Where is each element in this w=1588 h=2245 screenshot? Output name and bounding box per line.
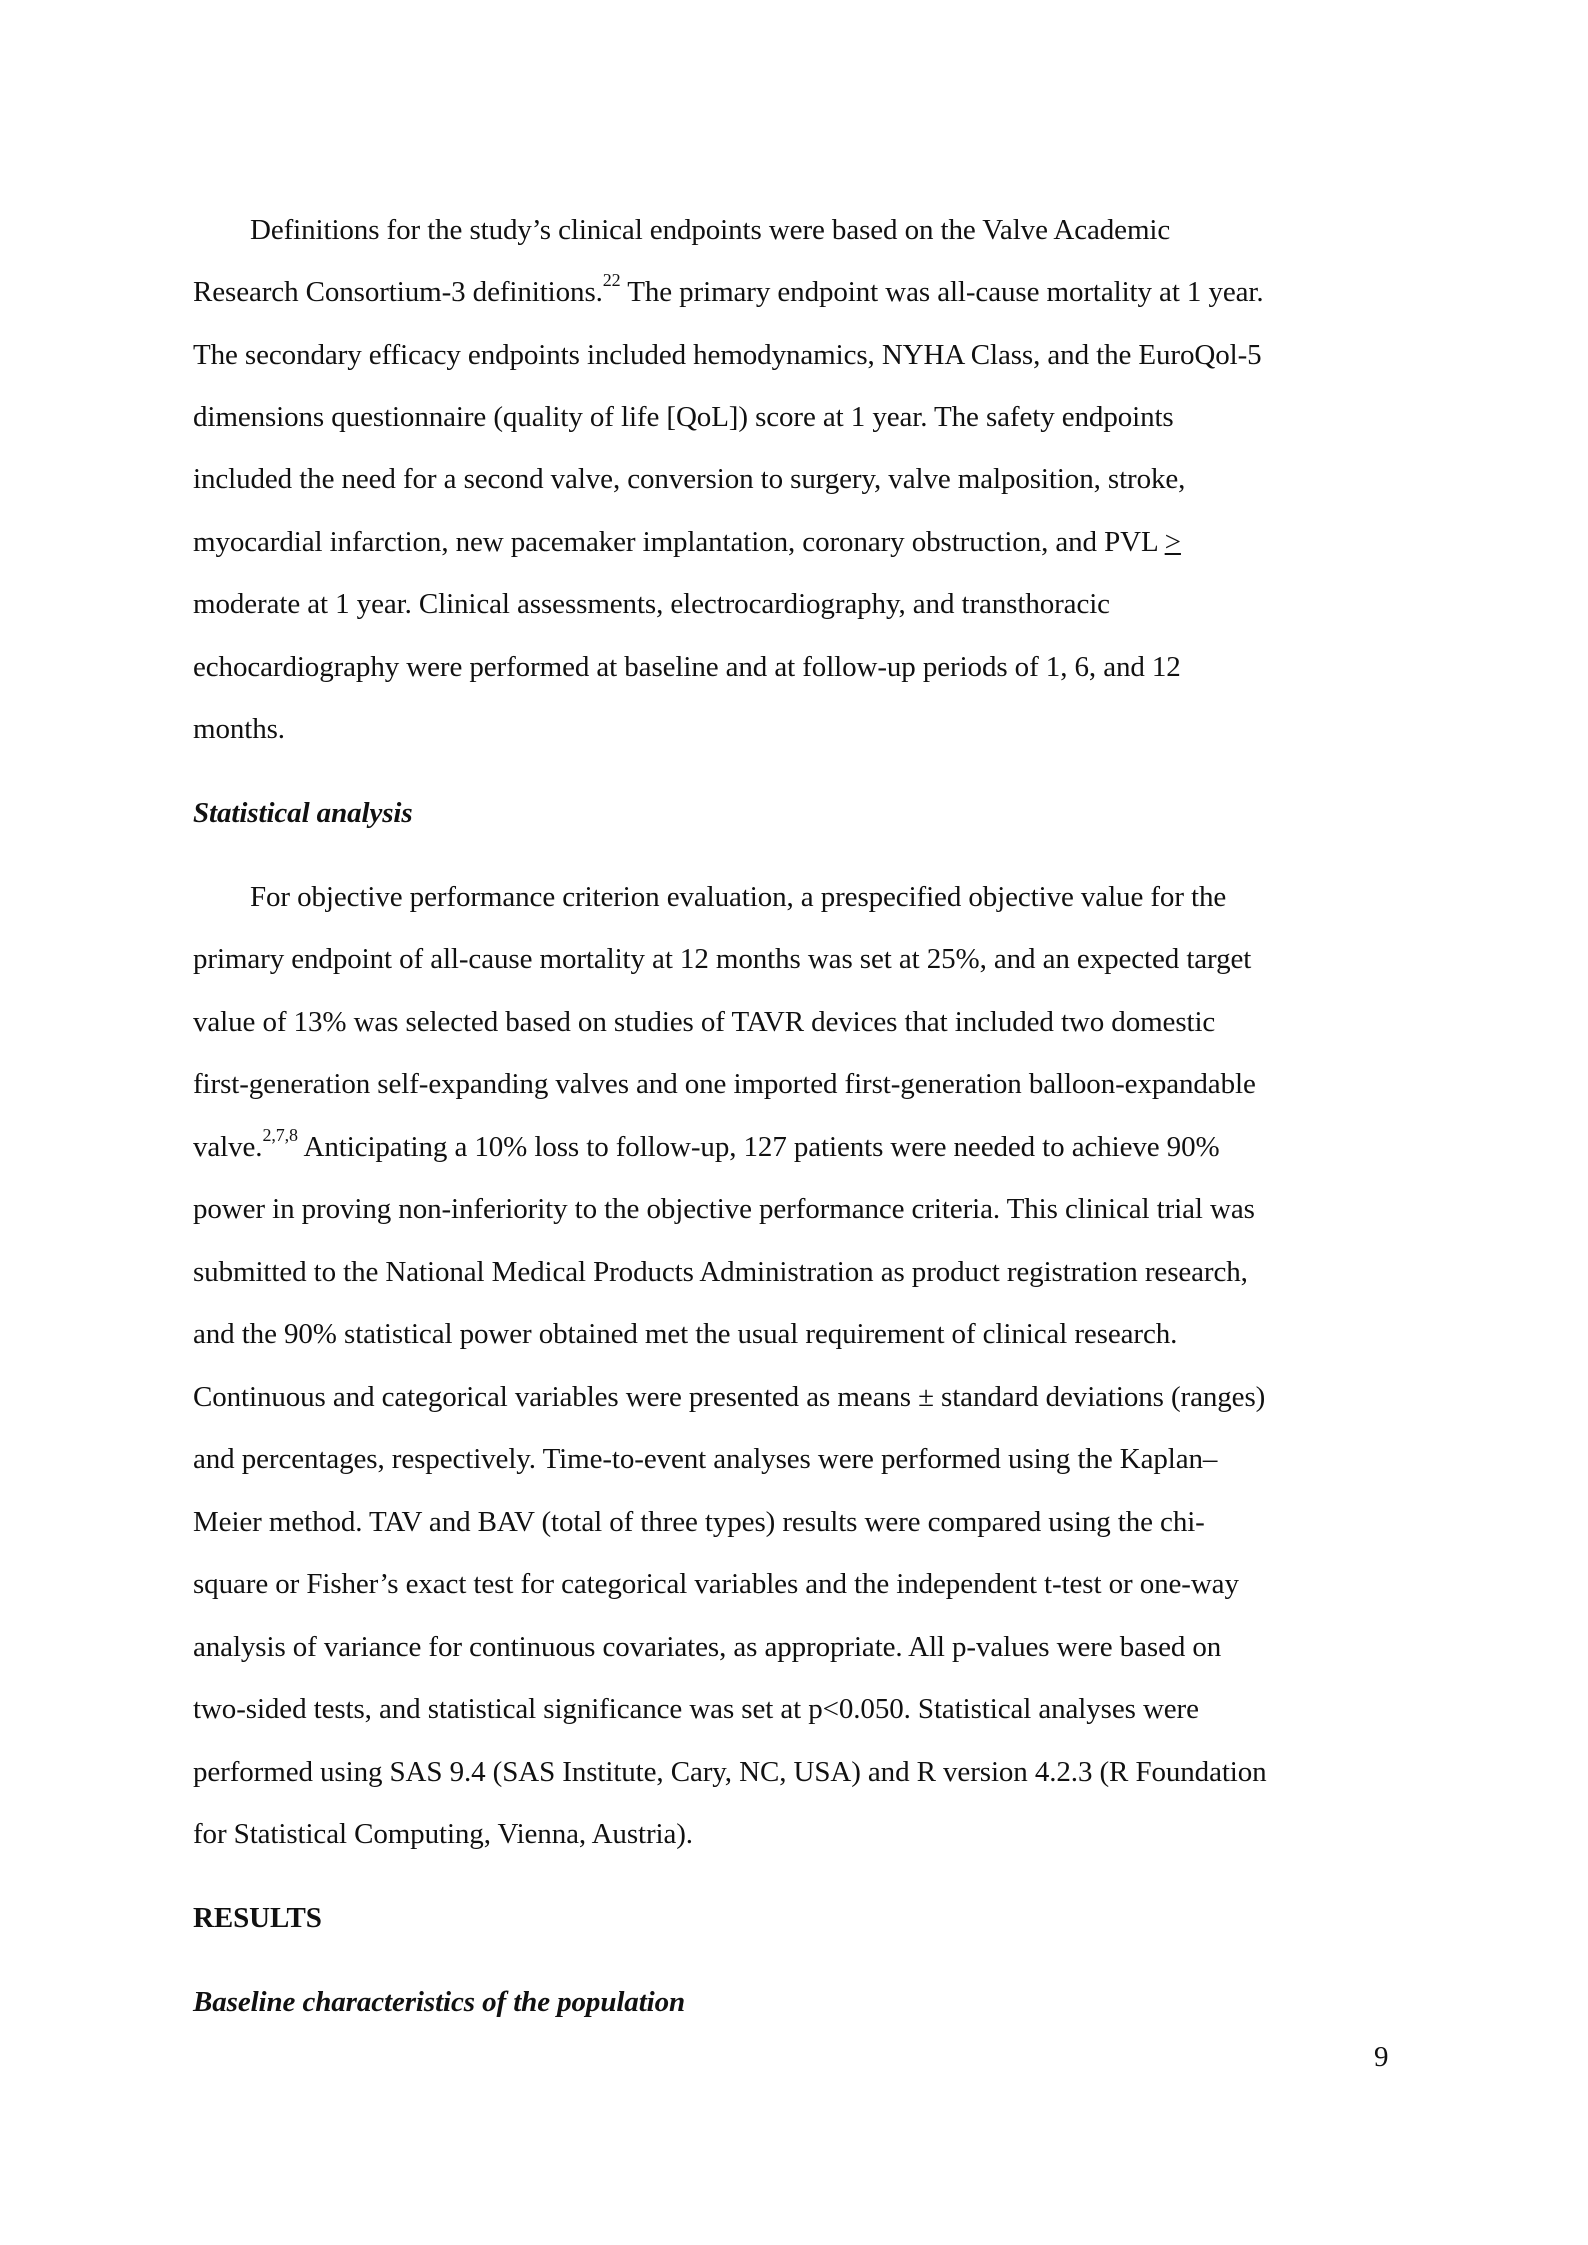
paragraph-line: and percentages, respectively. Time-to-event analyses were performed using the Kaplan–: [193, 1443, 1218, 1475]
paragraph-line: performed using SAS 9.4 (SAS Institute, Cary, NC, USA) and R version 4.2.3 (R Foundation: [193, 1756, 1267, 1788]
section-heading-results: RESULTS: [193, 1902, 322, 1934]
section-heading: Statistical analysis: [193, 797, 413, 829]
paragraph-line: [193, 525, 1181, 559]
citation-superscript: 22: [602, 270, 621, 291]
paragraph-line: echocardiography were performed at baseline and at follow-up periods of 1, 6, and 12: [193, 651, 1181, 683]
paragraph-line: The secondary efficacy endpoints included hemodynamics, NYHA Class, and the EuroQol-5: [193, 339, 1262, 371]
paragraph-line: moderate at 1 year. Clinical assessments, electrocardiography, and transthoracic: [193, 588, 1110, 620]
paragraph-line: [193, 270, 1264, 309]
text: The primary endpoint was all-cause mortality at 1 year.: [620, 276, 1264, 308]
text: valve.: [193, 1131, 263, 1163]
paragraph-line: and the 90% statistical power obtained met the usual requirement of clinical research.: [193, 1318, 1178, 1350]
page-number: 9: [1374, 2041, 1389, 2073]
paragraph-line: Continuous and categorical variables were presented as means ± standard deviations (ranges): [193, 1381, 1266, 1413]
paragraph-line: submitted to the National Medical Products Administration as product registration research,: [193, 1256, 1248, 1288]
subsection-heading: Baseline characteristics of the population: [193, 1986, 686, 2018]
paragraph-line: for Statistical Computing, Vienna, Austria).: [193, 1818, 693, 1850]
greater-equal-symbol: >: [1164, 526, 1181, 558]
paragraph-line: included the need for a second valve, conversion to surgery, valve malposition, stroke,: [193, 463, 1186, 495]
paragraph-line: Definitions for the study’s clinical endpoints were based on the Valve Academic: [250, 214, 1171, 246]
paragraph-line: months.: [193, 713, 285, 745]
text: Research Consortium-3 definitions.: [193, 276, 603, 308]
paragraph-line: primary endpoint of all-cause mortality at 12 months was set at 25%, and an expected target: [193, 943, 1252, 975]
paragraph-line: value of 13% was selected based on studies of TAVR devices that included two domestic: [193, 1006, 1216, 1038]
text: Anticipating a 10% loss to follow-up, 127 patients were needed to achieve 90%: [297, 1131, 1220, 1163]
paragraph-line: For objective performance criterion evaluation, a prespecified objective value for the: [250, 881, 1227, 913]
paragraph-line: square or Fisher’s exact test for categorical variables and the independent t-test or one-way: [193, 1568, 1239, 1600]
paragraph-line: dimensions questionnaire (quality of life [QoL]) score at 1 year. The safety endpoints: [193, 401, 1174, 433]
paragraph-line: power in proving non-inferiority to the objective performance criteria. This clinical trial was: [193, 1193, 1255, 1225]
paragraph-line: Meier method. TAV and BAV (total of three types) results were compared using the chi-: [193, 1506, 1205, 1538]
paragraph-line: two-sided tests, and statistical significance was set at p<0.050. Statistical analyses were: [193, 1693, 1199, 1725]
paragraph-line: first-generation self-expanding valves and one imported first-generation balloon-expandable: [193, 1068, 1256, 1100]
text: myocardial infarction, new pacemaker implantation, coronary obstruction, and PVL: [193, 526, 1165, 558]
citation-superscript: 2,7,8: [262, 1125, 298, 1146]
paragraph-line: analysis of variance for continuous covariates, as appropriate. All p-values were based on: [193, 1631, 1222, 1663]
paragraph-line: [193, 1125, 1220, 1164]
